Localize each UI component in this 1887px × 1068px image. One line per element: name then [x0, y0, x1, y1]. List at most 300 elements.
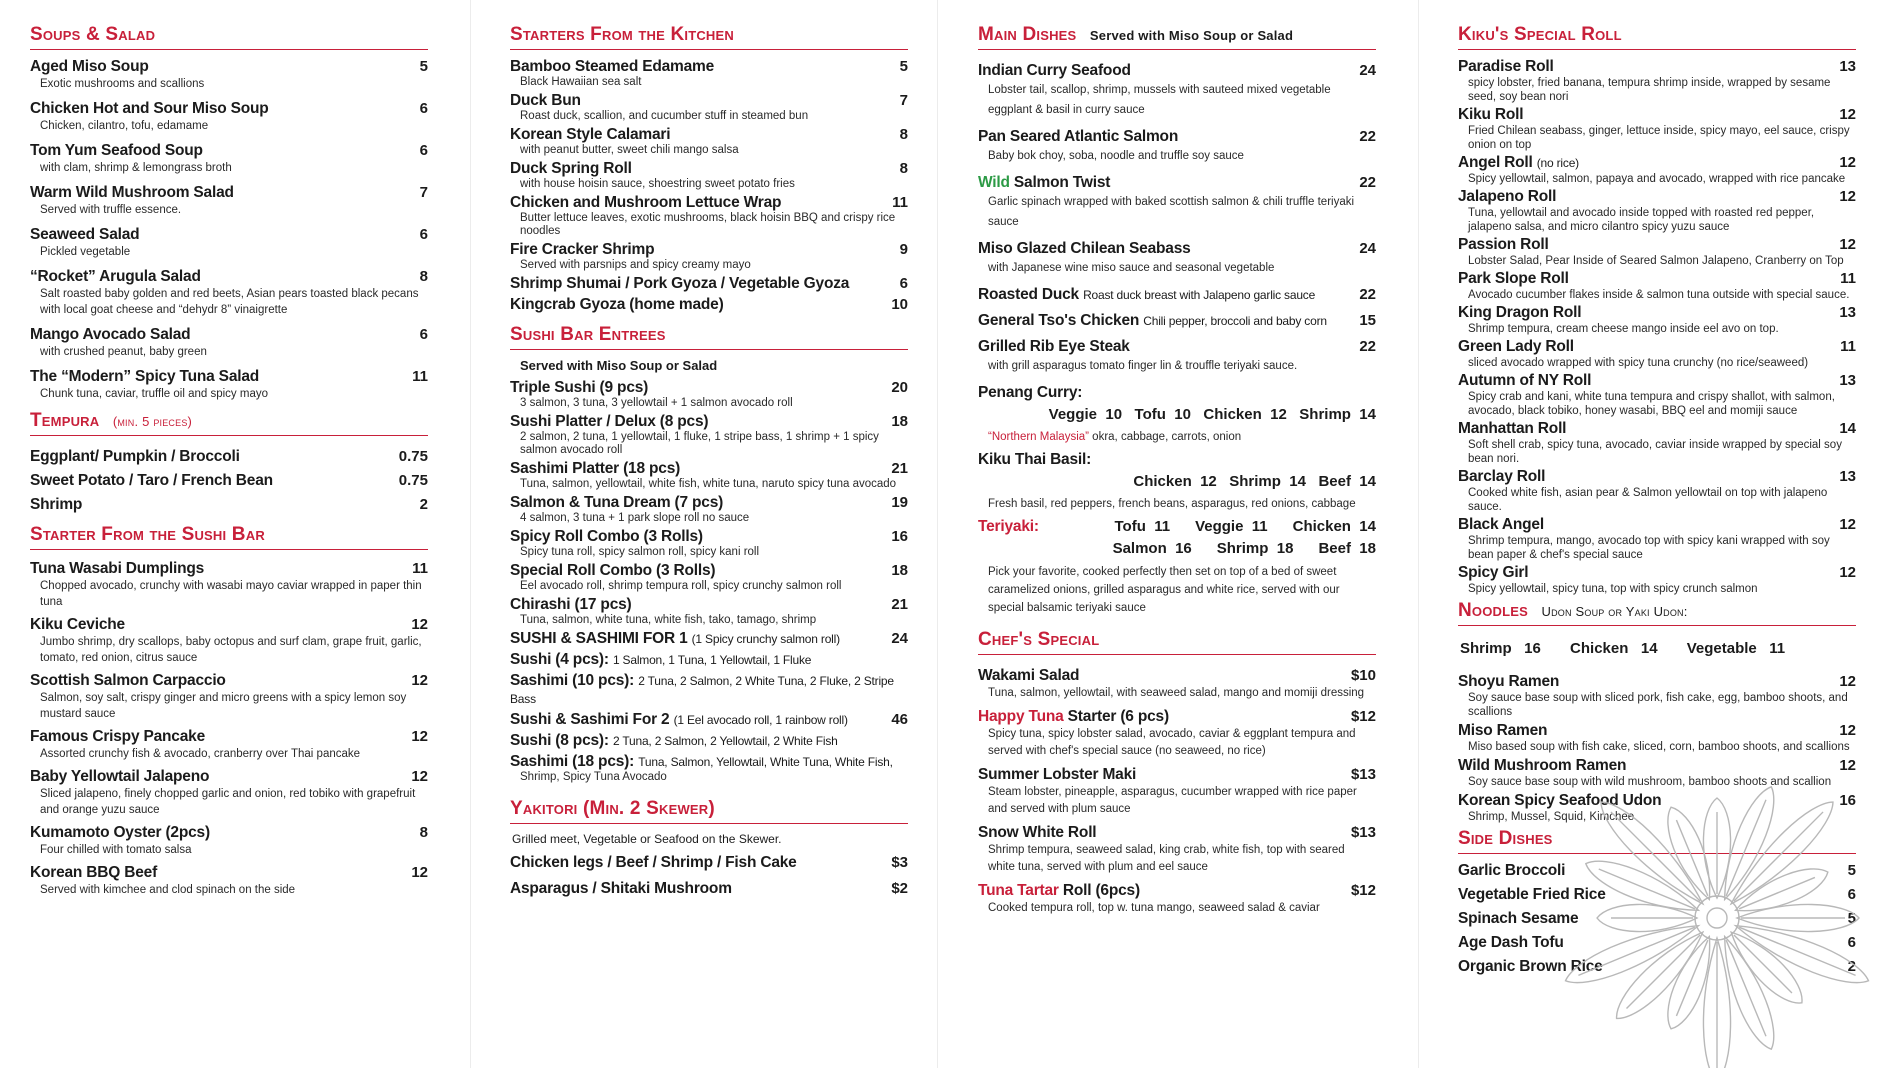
item-name [30, 472, 273, 490]
item-price: 6 [899, 275, 908, 292]
item-name [510, 880, 732, 898]
menu-item-row [1458, 468, 1856, 486]
item-name [1458, 420, 1566, 438]
item-name-text: Shrimp [30, 496, 83, 513]
item-price: 5 [899, 58, 908, 75]
item-price: 12 [1839, 722, 1856, 739]
menu-item-row [1458, 154, 1856, 172]
item-name-text: Autumn of NY Roll [1458, 372, 1592, 389]
item-price: 22 [1359, 128, 1376, 145]
item-description: Shrimp tempura, mango, avocado top with spicy kani wrapped with soy bean paper & chef's special sauce [1468, 535, 1830, 561]
item-name [1458, 468, 1545, 486]
menu-item [978, 128, 1376, 166]
item-name [978, 338, 1130, 356]
item-name-text: Korean Spicy Seafood Udon [1458, 792, 1662, 809]
item-name [978, 240, 1191, 258]
item-description: with grill asparagus tomato finger lin & trouffle teriyaki sauce. [988, 360, 1298, 372]
item-price: 19 [891, 494, 908, 511]
teriyaki [978, 518, 1376, 617]
menu-item [30, 184, 428, 218]
item-name [1458, 106, 1523, 124]
menu-item-row [510, 494, 908, 512]
item-name-text: Summer Lobster Maki [978, 766, 1137, 783]
menu-item-row [510, 630, 908, 648]
item-description: Miso based soup with fish cake, sliced, corn, bamboo shoots, and scallions [1468, 741, 1850, 753]
item-description: with crushed peanut, baby green [40, 346, 207, 358]
item-name [1458, 516, 1544, 534]
menu-item-row [1458, 106, 1856, 124]
menu-item-row [978, 708, 1376, 726]
menu-item [1458, 58, 1856, 104]
menu-item [30, 560, 428, 610]
flower-petal-vein [1611, 812, 1700, 901]
item-name-text: Asparagus / Shitaki Mushroom [510, 880, 732, 897]
item-price: 0.75 [398, 472, 428, 489]
item-note: (1 Spicy crunchy salmon roll) [691, 632, 840, 646]
item-price: 7 [899, 92, 908, 109]
teriyaki-name: Teriyaki: [978, 518, 1039, 535]
flower-petal-vein [1676, 940, 1707, 1016]
item-name-text: Paradise Roll [1458, 58, 1554, 75]
item-price: 10 [891, 296, 908, 313]
menu-item-row [510, 711, 908, 729]
menu-item-row [510, 413, 908, 431]
item-name-text: Garlic Broccoli [1458, 862, 1566, 879]
item-price: 6 [1847, 934, 1856, 951]
item-price: 21 [891, 460, 908, 477]
item-description: with peanut butter, sweet chili mango salsa [520, 144, 739, 156]
item-note: 1 Salmon, 1 Tuna, 1 Yellowtail, 1 Fluke [612, 653, 812, 667]
item-name-text: Kumamoto Oyster (2pcs) [30, 824, 210, 841]
sushi-starter-list [30, 560, 428, 898]
item-name-text: Seaweed Salad [30, 226, 140, 243]
kiku-heading: Kiku's Special Roll [1458, 24, 1856, 50]
menu-item-row [30, 728, 428, 746]
kitchen-list [510, 58, 908, 314]
menu-item-row [30, 268, 428, 286]
item-name [30, 184, 234, 202]
item-description: Salmon, soy salt, crispy ginger and micro greens with a spicy lemon soy mustard sauce [40, 692, 407, 720]
menu-item-row [510, 880, 908, 898]
item-name-text: Sweet Potato / Taro / French Bean [30, 472, 273, 489]
menu-item-row [30, 472, 428, 490]
flower-petal-vein [1734, 935, 1792, 993]
menu-item [30, 268, 428, 318]
item-price: 16 [1839, 792, 1856, 809]
item-name-text: Special Roll Combo (3 Rolls) [510, 562, 716, 579]
item-note: Chili pepper, broccoli and baby corn [1143, 314, 1327, 328]
sushi-entrees-heading: Sushi Bar Entrees [510, 324, 908, 350]
menu-item-row [30, 768, 428, 786]
item-description: Garlic spinach wrapped with baked scottish salmon & chili truffle teriyaki sauce [988, 196, 1355, 228]
item-description: Soft shell crab, spicy tuna, avocado, caviar inside wrapped by special soy bean nori. [1468, 439, 1842, 465]
item-price: 22 [1359, 338, 1376, 355]
menu-item [978, 766, 1376, 818]
item-description: Lobster tail, scallop, shrimp, mussels with sauteed mixed vegetable eggplant & basil in curry sauce [988, 84, 1331, 116]
item-description: Lobster Salad, Pear Inside of Seared Salmon Jalapeno, Cranberry on Top [1468, 255, 1844, 267]
item-name [978, 708, 1169, 726]
menu-item-row [510, 732, 908, 750]
item-price: 8 [899, 126, 908, 143]
menu-item-row [30, 560, 428, 578]
item-name-text: Manhattan Roll [1458, 420, 1567, 437]
menu-item [978, 286, 1376, 304]
menu-item-row [978, 240, 1376, 258]
soups-list [30, 58, 428, 402]
item-name-prefix: Tuna Tartar [978, 882, 1059, 899]
menu-item [510, 880, 908, 898]
column-3 [978, 24, 1376, 923]
item-price: 9 [899, 241, 908, 258]
item-price: 6 [419, 326, 428, 343]
penang-prices: Veggie 10 Tofu 10 Chicken 12 Shrimp 14 [1048, 406, 1376, 423]
item-name [30, 824, 210, 842]
thai-basil [978, 451, 1376, 512]
item-name [510, 711, 848, 729]
item-price: 6 [1847, 886, 1856, 903]
menu-item-row [978, 62, 1376, 80]
item-name-text: Spinach Sesame [1458, 910, 1579, 927]
item-description: Chopped avocado, crunchy with wasabi mayo caviar wrapped in paper thin tuna [40, 580, 422, 608]
item-price: 13 [1839, 58, 1856, 75]
menu-item [978, 240, 1376, 278]
item-description: Spicy tuna roll, spicy salmon roll, spicy kani roll [520, 546, 760, 558]
yakitori-heading: Yakitori (Min. 2 Skewer) [510, 798, 908, 824]
item-name [30, 142, 203, 160]
menu-item-row [510, 379, 908, 397]
menu-item-row [30, 142, 428, 160]
item-price: 15 [1359, 312, 1376, 329]
item-description: Tuna, yellowtail and avocado inside topped with roasted red pepper, jalapeno salsa, and micro cilantro spicy yuzu sauce [1468, 207, 1815, 233]
item-price: 24 [1359, 240, 1376, 257]
item-name-text: Miso Ramen [1458, 722, 1548, 739]
menu-item-row [978, 312, 1376, 330]
menu-item [1458, 106, 1856, 152]
menu-item-row [30, 448, 428, 466]
item-price: 5 [1847, 910, 1856, 927]
item-description: Served with truffle essence. [40, 204, 182, 216]
item-description: Chicken, cilantro, tofu, edamame [40, 120, 209, 132]
item-name [510, 596, 632, 614]
item-name-text: Passion Roll [1458, 236, 1549, 253]
main-title: Main Dishes [978, 24, 1077, 45]
item-name [510, 275, 849, 293]
item-name-text: Grilled Rib Eye Steak [978, 338, 1130, 355]
item-price: 7 [419, 184, 428, 201]
item-name-prefix: Wild [978, 174, 1010, 191]
item-price: 12 [1839, 673, 1856, 690]
menu-item-row [1458, 304, 1856, 322]
item-price: 18 [891, 413, 908, 430]
menu-item-row [30, 616, 428, 634]
menu-item-row [1458, 673, 1856, 691]
menu-item [510, 528, 908, 559]
menu-item [510, 596, 908, 627]
item-name-text: Starter (6 pcs) [1067, 708, 1169, 725]
item-name-text: Salmon Twist [1013, 174, 1111, 191]
menu-item [510, 275, 908, 293]
noodles-prices: Shrimp 16 Chicken 14 Vegetable 11 [1460, 640, 1786, 657]
menu-item [978, 882, 1376, 917]
item-price: 12 [411, 728, 428, 745]
menu-item [1458, 420, 1856, 466]
item-price: $3 [891, 854, 908, 871]
menu-item [510, 160, 908, 191]
menu-item [510, 194, 908, 238]
menu-item-row [510, 241, 908, 259]
item-description: Cooked tempura roll, top w. tuna mango, seaweed salad & caviar [988, 902, 1320, 914]
item-name-text: Spicy Girl [1458, 564, 1529, 581]
item-price: 12 [411, 864, 428, 881]
item-name-text: Triple Sushi (9 pcs) [510, 379, 649, 396]
menu-item-row [510, 296, 908, 314]
menu-item-row [1458, 420, 1856, 438]
item-name [510, 413, 708, 431]
penang-desc: “Northern Malaysia” okra, cabbage, carrots, onion [988, 431, 1242, 443]
item-name-text: Korean BBQ Beef [30, 864, 158, 881]
menu-item [510, 562, 908, 593]
menu-item-row [30, 58, 428, 76]
item-price: 16 [891, 528, 908, 545]
item-description: Steam lobster, pineapple, asparagus, cucumber wrapped with rice paper and served with plum sauce [988, 786, 1357, 815]
item-description: Cooked white fish, asian pear & Salmon yellowtail on top with jalapeno sauce. [1468, 487, 1828, 513]
item-name [30, 616, 125, 634]
item-price: 20 [891, 379, 908, 396]
item-price: 11 [892, 194, 908, 211]
menu-item [1458, 270, 1856, 302]
menu-item-row [510, 854, 908, 872]
item-name [30, 768, 209, 786]
item-name [510, 58, 714, 76]
item-price: 12 [1839, 188, 1856, 205]
item-name-text: Sushi (4 pcs): [510, 651, 609, 668]
menu-item-row [510, 160, 908, 178]
kitchen-heading: Starters From the Kitchen [510, 24, 908, 50]
main-heading [978, 24, 1376, 50]
item-name-text: Sushi (8 pcs): [510, 732, 609, 749]
item-name [978, 286, 1315, 304]
item-name-text: King Dragon Roll [1458, 304, 1582, 321]
item-note: Tuna, Salmon, Yellowtail, White Tuna, White Fish, [638, 755, 893, 769]
menu-item [30, 824, 428, 858]
flower-petal-vein [1734, 812, 1823, 901]
item-price: 11 [1840, 338, 1856, 355]
item-description: Shrimp, Mussel, Squid, Kimchee [1468, 811, 1635, 823]
item-name [978, 882, 1140, 900]
item-name-text: Aged Miso Soup [30, 58, 149, 75]
item-name-text: Eggplant/ Pumpkin / Broccoli [30, 448, 240, 465]
item-name [510, 562, 715, 580]
item-name-text: Jalapeno Roll [1458, 188, 1557, 205]
entrees-list [510, 379, 908, 784]
menu-item [510, 854, 908, 872]
menu-item [510, 58, 908, 89]
menu-item-row [30, 226, 428, 244]
item-description: Spicy yellowtail, salmon, papaya and avocado, wrapped with rice pancake [1468, 173, 1846, 185]
chef-list [978, 667, 1376, 917]
item-name [30, 560, 204, 578]
item-price: 8 [419, 824, 428, 841]
flower-petal-vein [1739, 927, 1855, 975]
item-price: 2 [419, 496, 428, 513]
item-description: Jumbo shrimp, dry scallops, baby octopus and surf clam, grape fruit, garlic, tomato, red onion, citrus sauce [40, 636, 422, 664]
menu-item-row [1458, 270, 1856, 288]
item-name [30, 268, 201, 286]
item-name [510, 160, 632, 178]
item-description: Tuna, salmon, yellowtail, white fish, white tuna, naruto spicy tuna avocado [520, 478, 897, 490]
item-name [510, 651, 811, 669]
soups-heading: Soups & Salad [30, 24, 428, 50]
menu-item-row [1458, 188, 1856, 206]
item-name-text: Pan Seared Atlantic Salmon [978, 128, 1179, 145]
item-name [30, 672, 226, 690]
menu-item [30, 472, 428, 490]
item-price: 8 [419, 268, 428, 285]
item-name [978, 667, 1079, 685]
item-name-text: Roasted Duck [978, 286, 1079, 303]
menu-item [1458, 564, 1856, 596]
teriyaki-desc: Pick your favorite, cooked perfectly then set on top of a bed of sweet caramelized onions, grilled asparagus and white rice, served with our special balsamic teriyaki sauce [988, 566, 1340, 614]
menu-item-row [30, 184, 428, 202]
item-name-text: The “Modern” Spicy Tuna Salad [30, 368, 260, 385]
menu-item [978, 62, 1376, 120]
menu-item-row [978, 174, 1376, 192]
menu-item [510, 379, 908, 410]
menu-item [1458, 304, 1856, 336]
item-name-text: Age Dash Tofu [1458, 934, 1564, 951]
item-name [1458, 722, 1547, 740]
item-price: 13 [1839, 372, 1856, 389]
yakitori-list [510, 854, 908, 898]
item-name-text: Sashimi (10 pcs): [510, 672, 635, 689]
item-name [1458, 338, 1574, 356]
thai-desc: Fresh basil, red peppers, french beans, asparagus, red onions, cabbage [988, 498, 1356, 510]
menu-item [30, 864, 428, 898]
penang-curry [978, 384, 1376, 445]
column-1 [30, 24, 428, 904]
menu-item-row [510, 651, 908, 669]
sides-heading: Side Dishes [1458, 828, 1856, 854]
menu-item [510, 753, 908, 784]
item-name-text: Organic Brown Rice [1458, 958, 1603, 975]
item-description: with house hoisin sauce, shoestring sweet potato fries [520, 178, 795, 190]
item-price: 2 [1847, 958, 1856, 975]
item-name-text: Miso Glazed Chilean Seabass [978, 240, 1191, 257]
item-description: Four chilled with tomato salsa [40, 844, 192, 856]
menu-item-row [30, 824, 428, 842]
menu-item-row [30, 864, 428, 882]
menu-item [30, 226, 428, 260]
item-description: Chunk tuna, caviar, truffle oil and spicy mayo [40, 388, 268, 400]
noodles-subtitle: Udon Soup or Yaki Udon: [1541, 604, 1688, 619]
menu-item [30, 496, 428, 514]
item-description: with clam, shrimp & lemongrass broth [40, 162, 232, 174]
menu-item-row [1458, 372, 1856, 390]
penang-name: Penang Curry: [978, 384, 1083, 401]
noodles-title: Noodles [1458, 600, 1529, 621]
item-name-text: Shoyu Ramen [1458, 673, 1560, 690]
item-name-text: Green Lady Roll [1458, 338, 1574, 355]
menu-item-row [1458, 58, 1856, 76]
noodles-heading [1458, 600, 1856, 626]
item-name-text: Mango Avocado Salad [30, 326, 191, 343]
menu-item [1458, 154, 1856, 186]
item-name-text: Famous Crispy Pancake [30, 728, 205, 745]
item-name [1458, 372, 1591, 390]
item-name [510, 854, 797, 872]
menu-item-row [510, 562, 908, 580]
item-name [510, 296, 724, 314]
menu-item-row [978, 882, 1376, 900]
item-price: 12 [411, 672, 428, 689]
item-description: Baby bok choy, soba, noodle and truffle soy sauce [988, 150, 1244, 162]
item-name-text: Shrimp Shumai / Pork Gyoza / Vegetable Gyoza [510, 275, 850, 292]
item-price: 12 [1839, 106, 1856, 123]
item-name [978, 824, 1096, 842]
menu-item [30, 100, 428, 134]
item-name [1458, 58, 1554, 76]
menu-item [30, 768, 428, 818]
item-note: (no rice) [1536, 156, 1579, 170]
menu-item [978, 338, 1376, 376]
item-name-text: Scottish Salmon Carpaccio [30, 672, 226, 689]
item-description: Soy sauce base soup with wild mushroom, bamboo shoots and scallion [1468, 776, 1832, 788]
item-name-text: Tom Yum Seafood Soup [30, 142, 203, 159]
item-name [510, 528, 703, 546]
menu-item [30, 728, 428, 762]
item-name [978, 174, 1110, 192]
item-price: 18 [891, 562, 908, 579]
menu-item [30, 448, 428, 466]
menu-item-row [510, 672, 908, 708]
menu-item [510, 494, 908, 525]
item-description: spicy lobster, fried banana, tempura shrimp inside, wrapped by sesame seed, soy bean nori [1468, 77, 1831, 103]
item-price: 6 [419, 142, 428, 159]
item-price: 24 [1359, 62, 1376, 79]
menu-item-row [510, 596, 908, 614]
item-name [30, 100, 269, 118]
item-name-text: Chicken and Mushroom Lettuce Wrap [510, 194, 782, 211]
column-2 [510, 24, 908, 906]
item-description: Roast duck, scallion, and cucumber stuff in steamed bun [520, 110, 809, 122]
item-price: 11 [412, 560, 428, 577]
menu-item-row [30, 368, 428, 386]
menu-item-row [510, 460, 908, 478]
menu-item [978, 312, 1376, 330]
teriyaki-prices-2: Salmon 16 Shrimp 18 Beef 18 [1112, 540, 1376, 557]
item-name-text: Barclay Roll [1458, 468, 1546, 485]
item-price: 6 [419, 226, 428, 243]
item-price: 12 [411, 768, 428, 785]
menu-item [1458, 516, 1856, 562]
tempura-heading [30, 410, 428, 436]
item-name-text: Kiku Ceviche [30, 616, 125, 633]
menu-item [1458, 673, 1856, 719]
item-description: Soy sauce base soup with sliced pork, fish cake, egg, bamboo shoots, and scallions [1468, 692, 1848, 718]
item-price: 11 [412, 368, 428, 385]
menu-item-row [978, 128, 1376, 146]
item-price: 46 [891, 711, 908, 728]
menu-item-row [978, 338, 1376, 356]
item-name [978, 312, 1327, 330]
item-name-text: Duck Spring Roll [510, 160, 632, 177]
tempura-subtitle: (min. 5 pieces) [112, 414, 193, 429]
item-name [510, 241, 654, 259]
item-name [30, 496, 82, 514]
item-name [510, 630, 840, 648]
item-name-text: Tuna Wasabi Dumplings [30, 560, 205, 577]
thai-name: Kiku Thai Basil: [978, 451, 1092, 468]
